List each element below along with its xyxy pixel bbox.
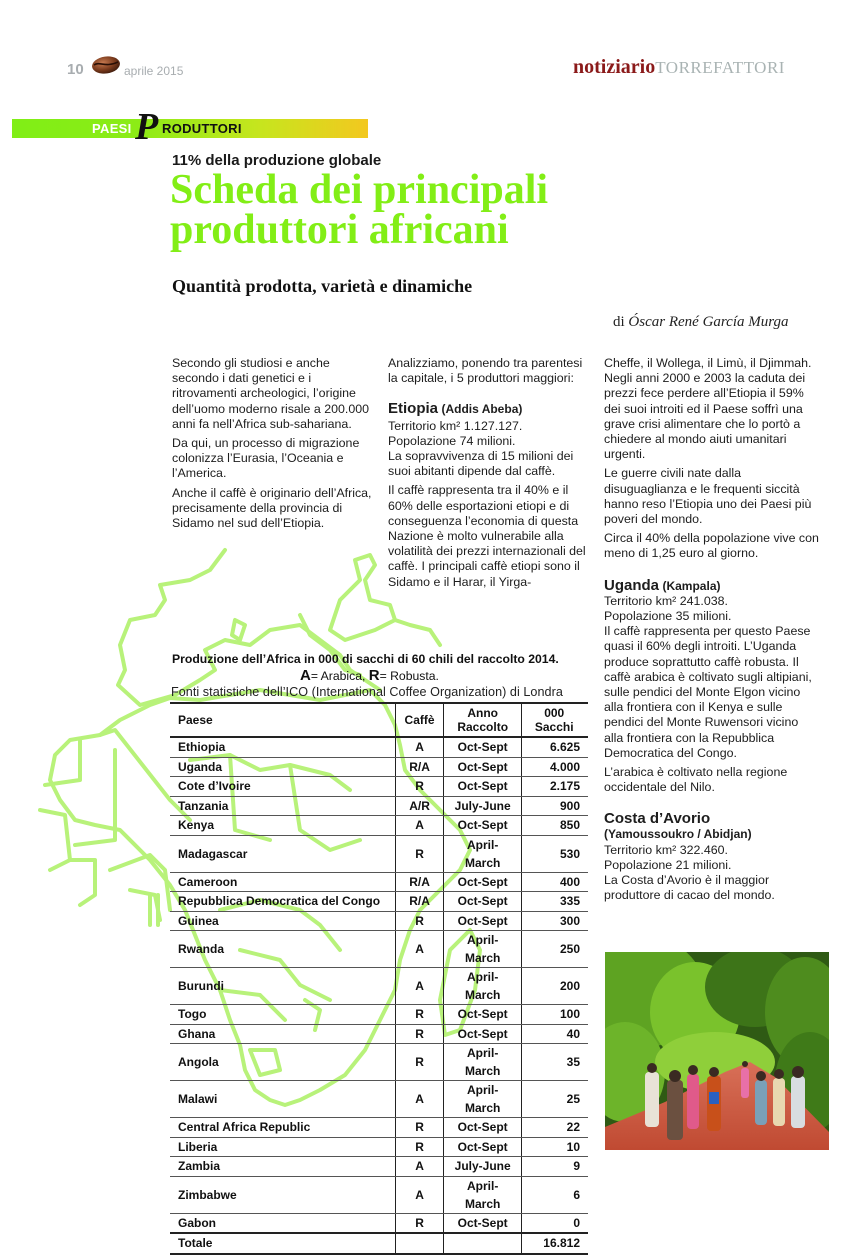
table-row bbox=[170, 1176, 588, 1213]
cell-caffe: A bbox=[396, 968, 444, 1005]
article-subtitle: Quantità prodotta, varietà e dinamiche bbox=[172, 276, 473, 296]
cell-caffe: R bbox=[396, 835, 444, 872]
cell-anno: April-March bbox=[443, 1044, 521, 1081]
masthead bbox=[573, 56, 785, 79]
cell-paese: Rwanda bbox=[170, 931, 396, 968]
header-caffe: Caffè bbox=[396, 703, 444, 737]
cell-paese: Tanzania bbox=[170, 796, 396, 816]
cell-caffe: R bbox=[396, 777, 444, 797]
cell-caffe: A bbox=[396, 816, 444, 836]
cell-paese: Cameroon bbox=[170, 872, 396, 892]
table-header-row bbox=[170, 703, 588, 737]
article-column-2 bbox=[388, 356, 593, 594]
cell-sacchi: 250 bbox=[522, 931, 588, 968]
header-paese: Paese bbox=[170, 703, 396, 737]
table-legend bbox=[300, 667, 439, 684]
cell-anno: Oct-Sept bbox=[443, 737, 521, 757]
byline-author: Óscar René García Murga bbox=[628, 314, 789, 330]
cell-anno: Oct-Sept bbox=[443, 1024, 521, 1044]
table-row bbox=[170, 1044, 588, 1081]
article-kicker: 11% della produzione globale bbox=[172, 152, 382, 169]
table-row bbox=[170, 968, 588, 1005]
paragraph: Secondo gli studiosi e anche secondo i dati genetici e i ritrovamenti archeologici, l’origine dell’uomo moderno risale a 200.000 anni fa nell’Africa sub-sahariana. bbox=[172, 356, 369, 431]
table-row bbox=[170, 931, 588, 968]
article-column-1 bbox=[172, 356, 377, 535]
cell-sacchi: 2.175 bbox=[522, 777, 588, 797]
table-row bbox=[170, 1137, 588, 1157]
cell-caffe: R/A bbox=[396, 757, 444, 777]
paragraph: Anche il caffè è originario dell’Africa, precisamente della provincia di Sidamo nel sud dell’Etiopia. bbox=[172, 485, 372, 531]
header-000: 000 bbox=[544, 706, 565, 720]
section-label-paesi: PAESI bbox=[92, 121, 132, 136]
cell-caffe: R bbox=[396, 1137, 444, 1157]
cell-sacchi: 900 bbox=[522, 796, 588, 816]
cell-caffe: R bbox=[396, 1213, 444, 1233]
table-row bbox=[170, 1213, 588, 1233]
cell-anno: July-June bbox=[443, 1157, 521, 1177]
total-label: Totale bbox=[170, 1233, 396, 1254]
cell-anno: July-June bbox=[443, 796, 521, 816]
byline-prefix: di bbox=[613, 314, 625, 330]
paragraph: Circa il 40% della popolazione vive con meno di 1,25 euro al giorno. bbox=[604, 531, 819, 561]
table-row bbox=[170, 1157, 588, 1177]
cell-paese: Malawi bbox=[170, 1081, 396, 1118]
paragraph: L’arabica è coltivato nella regione occidentale del Nilo. bbox=[604, 765, 788, 795]
table-row bbox=[170, 757, 588, 777]
country-name: Uganda bbox=[604, 576, 660, 594]
cell-paese: Burundi bbox=[170, 968, 396, 1005]
total-value: 16.812 bbox=[522, 1233, 588, 1254]
cell-sacchi: 400 bbox=[522, 872, 588, 892]
cell-sacchi: 530 bbox=[522, 835, 588, 872]
cell-anno: Oct-Sept bbox=[443, 911, 521, 931]
header-anno-raccolto bbox=[443, 703, 521, 737]
cell-anno: April-March bbox=[443, 835, 521, 872]
population: Popolazione 35 milioni. bbox=[604, 609, 732, 624]
cell-paese: Central Africa Republic bbox=[170, 1118, 396, 1138]
cell-sacchi: 4.000 bbox=[522, 757, 588, 777]
header-sacchi-label: Sacchi bbox=[534, 720, 574, 734]
cell-sacchi: 6.625 bbox=[522, 737, 588, 757]
cell-sacchi: 200 bbox=[522, 968, 588, 1005]
paragraph: Il caffè rappresenta tra il 40% e il 60% delle esportazioni etiopi e di conseguenza l’economia di questa Nazione è molto vulnerabile alla volatilità dei prezzi internazionali del caffè. I principali caffè etiopi sono il Sidamo e il Harar, il Yirga- bbox=[388, 483, 586, 589]
table-row bbox=[170, 835, 588, 872]
total-empty-anno bbox=[443, 1233, 521, 1254]
cell-paese: Repubblica Democratica del Congo bbox=[170, 892, 396, 912]
cell-paese: Kenya bbox=[170, 816, 396, 836]
legend-a-text: = Arabica, bbox=[310, 669, 366, 683]
cell-anno: Oct-Sept bbox=[443, 777, 521, 797]
cell-anno: Oct-Sept bbox=[443, 892, 521, 912]
uganda-heading bbox=[604, 577, 819, 594]
cell-paese: Togo bbox=[170, 1005, 396, 1025]
table-row bbox=[170, 1118, 588, 1138]
cell-sacchi: 40 bbox=[522, 1024, 588, 1044]
cell-caffe: R bbox=[396, 1024, 444, 1044]
country-capital: (Kampala) bbox=[662, 578, 721, 593]
ethiopia-heading bbox=[388, 400, 593, 417]
cell-paese: Zambia bbox=[170, 1157, 396, 1177]
paragraph: Il caffè rappresenta per questo Paese quasi il 60% degli introiti. L’Uganda produce soprattutto caffè robusta. Il caffè arabica è coltivato sugli altipiani, sulle pendici del Monte Elgon vicino alla frontiera con il Kenya e sulle pendici del Monte Ruwensori vicino alla frontiera con la Repubblica Democratica del Congo. bbox=[604, 624, 812, 760]
paragraph: Analizziamo, ponendo tra parentesi la capitale, i 5 produttori maggiori: bbox=[388, 356, 583, 386]
country-capital: (Addis Abeba) bbox=[441, 402, 523, 417]
cell-paese: Ghana bbox=[170, 1024, 396, 1044]
table-row bbox=[170, 911, 588, 931]
people-walking-forest-road-photo bbox=[605, 952, 829, 1150]
cell-caffe: A/R bbox=[396, 796, 444, 816]
cell-sacchi: 335 bbox=[522, 892, 588, 912]
cell-caffe: R bbox=[396, 911, 444, 931]
cell-anno: Oct-Sept bbox=[443, 1137, 521, 1157]
paragraph: Da qui, un processo di migrazione colonizza l’Eurasia, l’Oceania e l’America. bbox=[172, 436, 360, 481]
table-caption: Produzione dell’Africa in 000 di sacchi di 60 chili del raccolto 2014. bbox=[172, 652, 559, 666]
cell-caffe: R/A bbox=[396, 872, 444, 892]
cell-anno: April-March bbox=[443, 931, 521, 968]
cell-anno: Oct-Sept bbox=[443, 1118, 521, 1138]
cell-paese: Cote d’Ivoire bbox=[170, 777, 396, 797]
table-row bbox=[170, 796, 588, 816]
cell-caffe: R bbox=[396, 1118, 444, 1138]
cell-caffe: A bbox=[396, 1081, 444, 1118]
table-source: Fonti statistiche dell’ICO (International Coffee Organization) di Londra bbox=[171, 685, 563, 699]
table-row bbox=[170, 872, 588, 892]
cell-sacchi: 25 bbox=[522, 1081, 588, 1118]
page-number: 10 bbox=[67, 61, 84, 78]
legend-r-text: = Robusta. bbox=[379, 669, 439, 683]
production-table bbox=[170, 702, 588, 1255]
legend-r-letter: R bbox=[368, 667, 380, 684]
table-total-row bbox=[170, 1233, 588, 1254]
cell-anno: Oct-Sept bbox=[443, 816, 521, 836]
paragraph: La sopravvivenza di 15 milioni dei suoi abitanti dipende dal caffè. bbox=[388, 449, 574, 479]
cell-sacchi: 6 bbox=[522, 1176, 588, 1213]
cell-anno: Oct-Sept bbox=[443, 1213, 521, 1233]
population: Popolazione 74 milioni. bbox=[388, 433, 516, 448]
issue-date: aprile 2015 bbox=[124, 64, 184, 78]
cell-sacchi: 850 bbox=[522, 816, 588, 836]
cell-caffe: A bbox=[396, 931, 444, 968]
article-title: Scheda dei principali produttori africani bbox=[170, 167, 549, 253]
cell-sacchi: 100 bbox=[522, 1005, 588, 1025]
country-capital: (Yamoussoukro / Abidjan) bbox=[604, 827, 752, 842]
cell-caffe: A bbox=[396, 737, 444, 757]
cell-sacchi: 300 bbox=[522, 911, 588, 931]
section-label-produttori: RODUTTORI bbox=[162, 121, 242, 136]
cell-anno: Oct-Sept bbox=[443, 872, 521, 892]
table-row bbox=[170, 1081, 588, 1118]
cell-caffe: R bbox=[396, 1044, 444, 1081]
cell-anno: April-March bbox=[443, 1081, 521, 1118]
table-row bbox=[170, 892, 588, 912]
article-column-3 bbox=[604, 356, 819, 908]
paragraph: Le guerre civili nate dalla disuguaglianza e le frequenti siccità hanno reso l’Etiopia uno dei Paesi più poveri del mondo. bbox=[604, 466, 812, 527]
paragraph: Cheffe, il Wollega, il Limù, il Djimmah. bbox=[604, 356, 812, 370]
header-raccolto: Raccolto bbox=[457, 720, 509, 734]
cell-paese: Zimbabwe bbox=[170, 1176, 396, 1213]
paragraph: Negli anni 2000 e 2003 la caduta dei prezzi fece perdere all’Etiopia il 59% dei suoi introiti ed il Paese soffrì una grave crisi alimentare che lo portò a chiedere al mondo aiuti umanitari urgenti. bbox=[604, 371, 806, 462]
cell-anno: April-March bbox=[443, 968, 521, 1005]
table-row bbox=[170, 777, 588, 797]
territory: Territorio km² 1.127.127. bbox=[388, 418, 523, 433]
cell-sacchi: 35 bbox=[522, 1044, 588, 1081]
cell-paese: Madagascar bbox=[170, 835, 396, 872]
cell-paese: Uganda bbox=[170, 757, 396, 777]
cell-caffe: R/A bbox=[396, 892, 444, 912]
section-label-initial: P bbox=[135, 106, 159, 148]
masthead-notiziario: notiziario bbox=[573, 56, 656, 78]
cell-caffe: R bbox=[396, 1005, 444, 1025]
table-row bbox=[170, 1024, 588, 1044]
cell-paese: Ethiopia bbox=[170, 737, 396, 757]
cell-sacchi: 10 bbox=[522, 1137, 588, 1157]
table-row bbox=[170, 816, 588, 836]
masthead-torrefattori: TORREFATTORI bbox=[655, 58, 785, 77]
country-name: Costa d’Avorio bbox=[604, 810, 711, 828]
cell-sacchi: 9 bbox=[522, 1157, 588, 1177]
cell-sacchi: 0 bbox=[522, 1213, 588, 1233]
coffee-bean-icon bbox=[91, 55, 121, 75]
country-name: Etiopia bbox=[388, 400, 439, 418]
table-row bbox=[170, 1005, 588, 1025]
cell-caffe: A bbox=[396, 1176, 444, 1213]
paragraph: La Costa d’Avorio è il maggior produttore di cacao del mondo. bbox=[604, 873, 775, 903]
population: Popolazione 21 milioni. bbox=[604, 857, 732, 872]
byline bbox=[613, 314, 789, 331]
cell-paese: Angola bbox=[170, 1044, 396, 1081]
header-sacchi bbox=[522, 703, 588, 737]
header-anno: Anno bbox=[467, 706, 499, 720]
legend-a-letter: A bbox=[300, 667, 311, 684]
cell-anno: April-March bbox=[443, 1176, 521, 1213]
cell-anno: Oct-Sept bbox=[443, 757, 521, 777]
cell-caffe: A bbox=[396, 1157, 444, 1177]
total-empty-caffe bbox=[396, 1233, 444, 1254]
cell-paese: Gabon bbox=[170, 1213, 396, 1233]
table-row bbox=[170, 737, 588, 757]
cell-paese: Guinea bbox=[170, 911, 396, 931]
cell-sacchi: 22 bbox=[522, 1118, 588, 1138]
cell-paese: Liberia bbox=[170, 1137, 396, 1157]
territory: Territorio km² 322.460. bbox=[604, 842, 728, 857]
cell-anno: Oct-Sept bbox=[443, 1005, 521, 1025]
territory: Territorio km² 241.038. bbox=[604, 593, 728, 608]
